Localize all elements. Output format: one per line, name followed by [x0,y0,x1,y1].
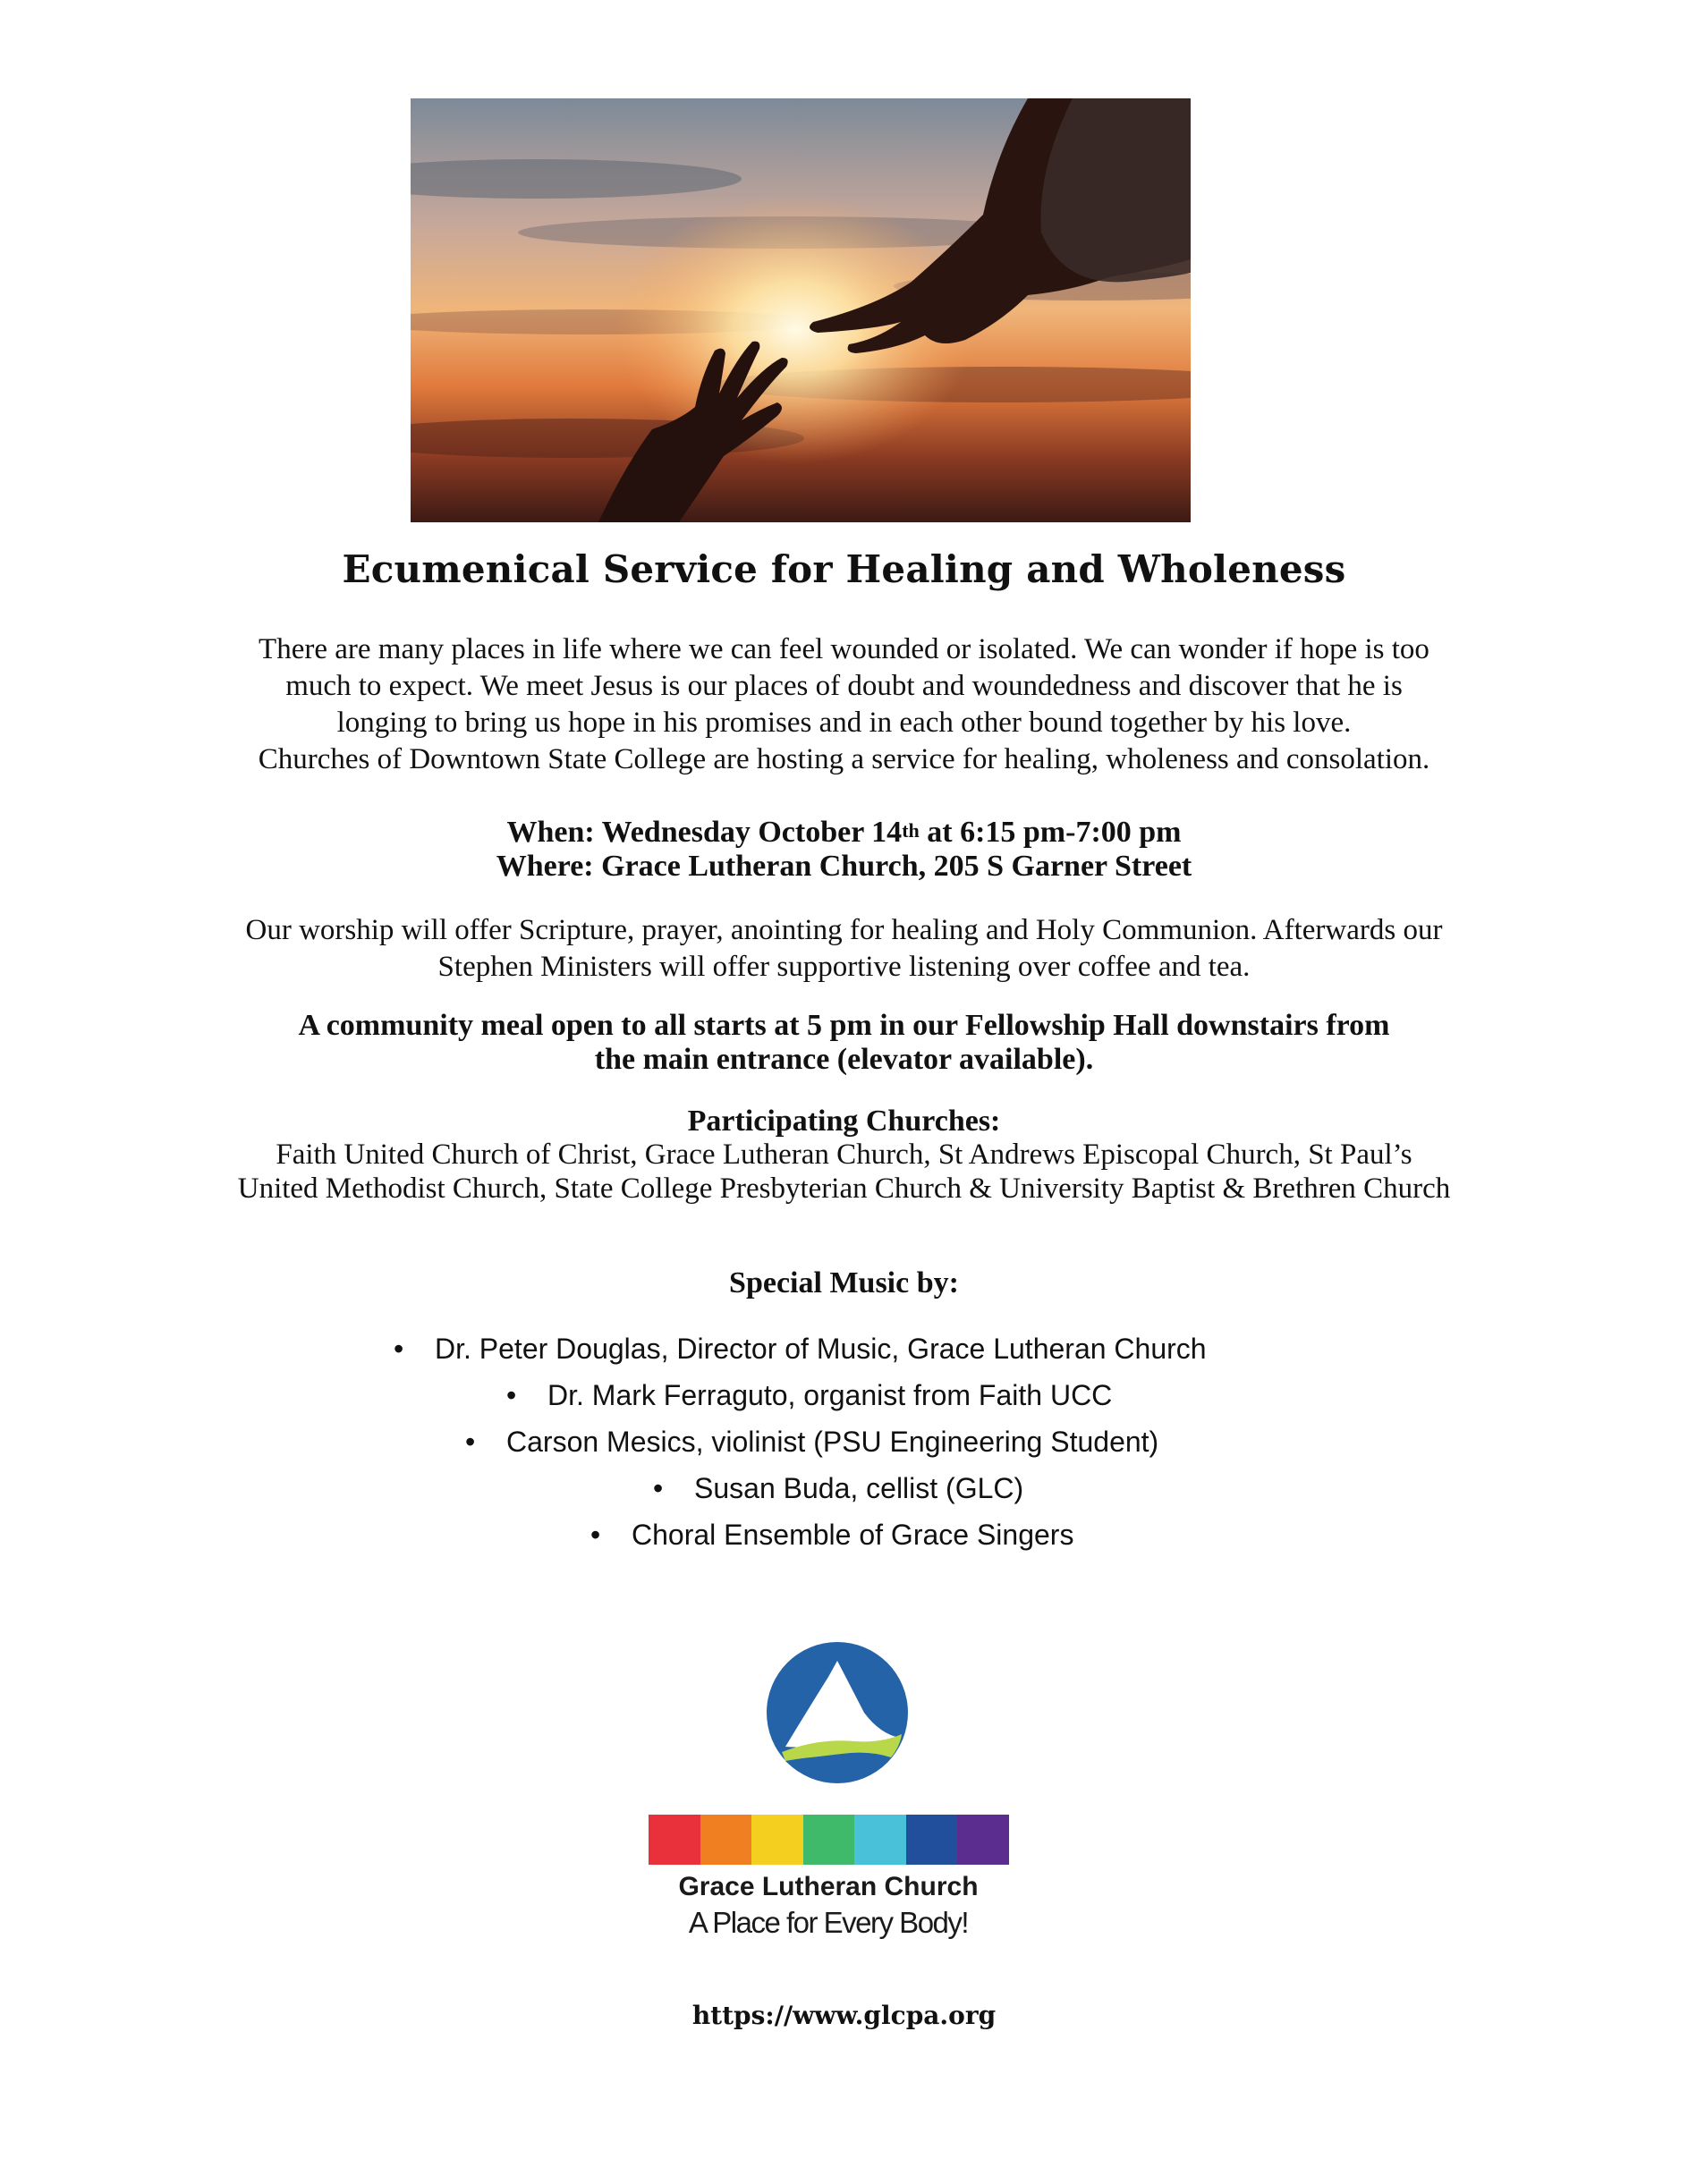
reaching-hands-sunset-image [411,98,1191,522]
list-item-text: Carson Mesics, violinist (PSU Engineering Student) [506,1426,1159,1458]
rainbow-stripe [751,1815,803,1865]
worship-paragraph [89,912,1599,986]
bullet-icon: • [590,1519,601,1551]
event-when-time: at 6:15 pm-7:00 pm [919,816,1182,849]
list-item-text: Dr. Peter Douglas, Director of Music, Grace Lutheran Church [435,1333,1207,1365]
churches-line: United Methodist Church, State College Presbyterian Church & University Baptist & Brethren Church [237,1172,1451,1205]
event-when-ordinal: th [902,819,920,842]
hero-image [411,98,1191,522]
intro-line: There are many places in life where we can feel wounded or isolated. We can wonder if hope is too [259,633,1429,665]
organization-tagline: A Place for Every Body! [688,1906,969,1939]
worship-line: Our worship will offer Scripture, prayer, anointing for healing and Holy Communion. Afterwards our [245,914,1443,946]
meal-line: A community meal open to all starts at 5 pm in our Fellowship Hall downstairs from [298,1009,1390,1042]
event-details [89,816,1599,884]
rainbow-stripe [906,1815,958,1865]
rainbow-stripe [957,1815,1009,1865]
organization-name: Grace Lutheran Church [678,1872,979,1901]
participating-churches-list [89,1138,1599,1206]
intro-line: Churches of Downtown State College are hosting a service for healing, wholeness and consolation. [258,743,1430,775]
list-item [394,1333,1207,1366]
event-where: Where: Grace Lutheran Church, 205 S Garner Street [496,850,1192,883]
rainbow-stripe [803,1815,855,1865]
bullet-icon: • [653,1472,664,1504]
list-item-text: Dr. Mark Ferraguto, organist from Faith UCC [547,1379,1113,1411]
rainbow-stripe [854,1815,906,1865]
rainbow-stripe [700,1815,752,1865]
participating-churches-heading: Participating Churches: [687,1105,1001,1138]
intro-line: much to expect. We meet Jesus is our places of doubt and woundedness and discover that he is [285,670,1403,702]
page-title: Ecumenical Service for Healing and Wholeness [342,547,1346,591]
intro-line: longing to bring us hope in his promises and in each other bound together by his love. [336,707,1352,739]
meal-line: the main entrance (elevator available). [594,1043,1094,1076]
churches-line: Faith United Church of Christ, Grace Lutheran Church, St Andrews Episcopal Church, St Paul’s [276,1139,1412,1171]
special-music-heading: Special Music by: [729,1266,959,1299]
list-item-text: Choral Ensemble of Grace Singers [632,1519,1074,1551]
bullet-icon: • [465,1426,476,1458]
community-meal-notice [89,1009,1599,1077]
intro-paragraph [89,631,1599,778]
rainbow-stripe [649,1815,700,1865]
grace-lutheran-logo-icon [766,1641,909,1784]
list-item-text: Susan Buda, cellist (GLC) [694,1472,1024,1504]
bullet-icon: • [394,1333,404,1365]
list-item [506,1379,1112,1412]
website-link[interactable]: https://www.glcpa.org [691,2001,997,2030]
list-item [653,1472,1023,1505]
list-item [465,1426,1158,1459]
worship-line: Stephen Ministers will offer supportive listening over coffee and tea. [437,951,1251,983]
bullet-icon: • [506,1379,517,1411]
rainbow-bar [649,1815,1009,1865]
event-when-prefix: When: Wednesday October 14 [506,816,903,849]
list-item [590,1519,1073,1552]
event-when [89,816,1599,850]
